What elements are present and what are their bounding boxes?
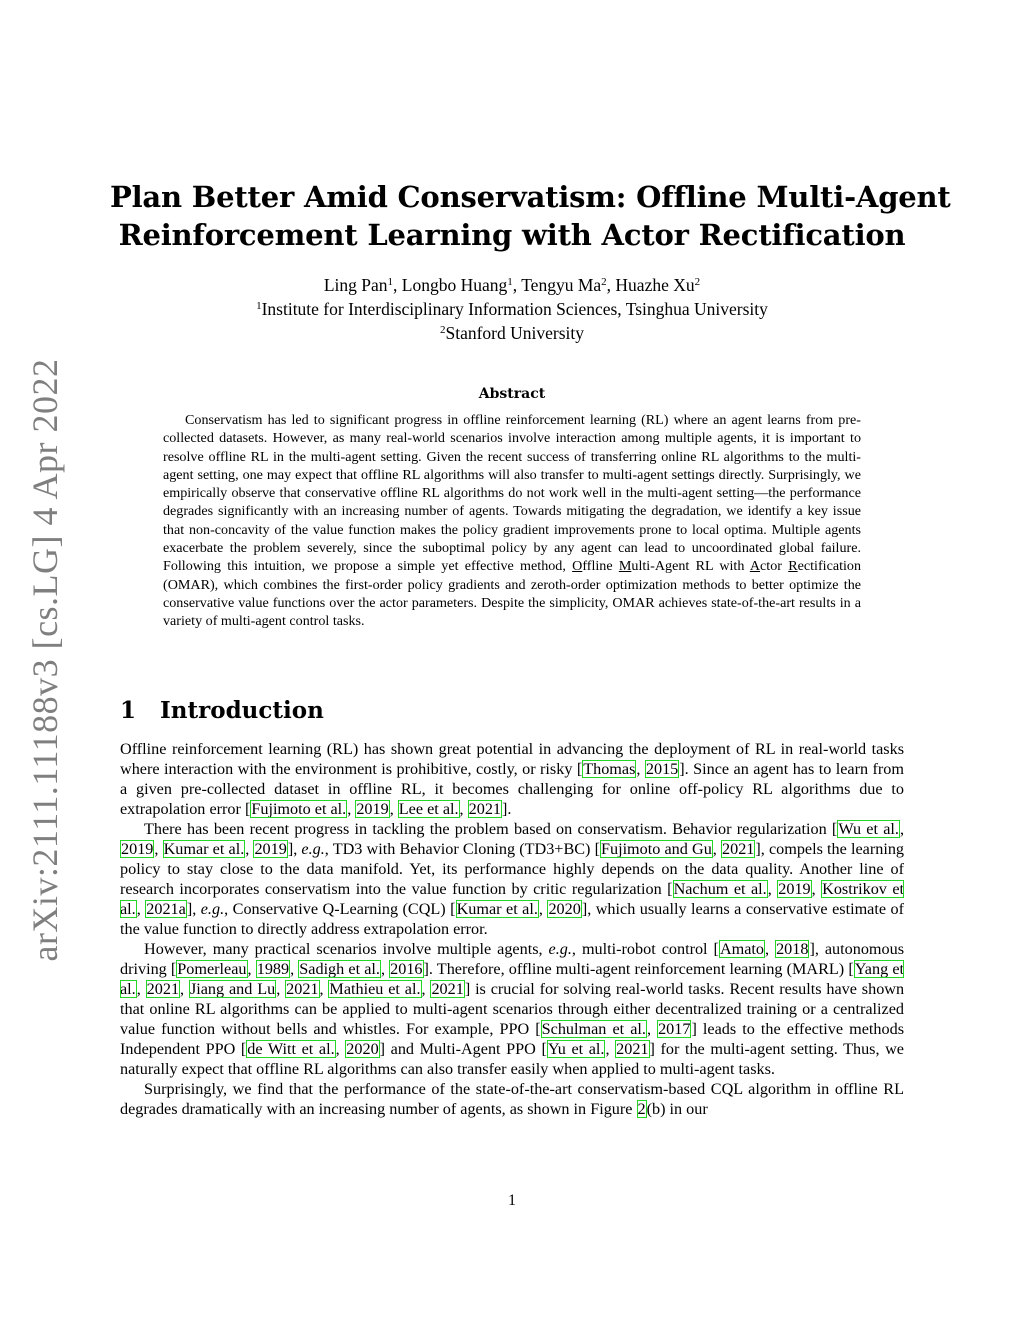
section-title: Introduction (160, 697, 324, 724)
author-names: Ling Pan$^1$, Longbo Huang$^1$, Tengyu Ma$^2$, Huazhe Xu$^2$ (323, 275, 701, 295)
citation-link[interactable]: Amato (719, 940, 765, 958)
text-run: ]. Therefore, offline multi-agent reinforcement learning (MARL) [ (423, 960, 854, 978)
citation-link[interactable]: Kostrikov et al. (120, 880, 905, 918)
author-name: Tengyu Ma (521, 275, 602, 295)
text-run: , (646, 1020, 658, 1038)
acronym-letter: O (572, 558, 583, 575)
citation-link[interactable]: 2021 (286, 980, 319, 998)
text-run: There has been recent progress in tackling the problem based on conservatism. Behavior regularization [ (144, 820, 838, 838)
citation-link[interactable]: Wu et al. (838, 820, 899, 838)
citation-link[interactable]: Thomas (583, 760, 636, 778)
citation-link[interactable]: Nachum et al. (673, 880, 767, 898)
emphasis: e.g. (548, 940, 572, 958)
text-run: , (180, 980, 189, 998)
text-run: , (421, 980, 431, 998)
text-run: ], (186, 900, 201, 918)
acronym-letter: R (788, 558, 798, 575)
text-run: , (154, 840, 163, 858)
abstract-part: ectification (797, 558, 862, 575)
citation-link[interactable]: 2021 (431, 980, 464, 998)
citation-link[interactable]: 1989 (256, 960, 290, 978)
abstract-part: (OMAR), which combines the first-order policy gradients and zeroth-order optimization methods to better optimize the conservative value functions over the actor parameters. Despite the simplicity, OMAR achieves state-of-the-art results in a variety of multi-agent control tasks. (163, 576, 861, 630)
citation-link[interactable]: 2017 (658, 1020, 691, 1038)
text-run: , (899, 820, 905, 838)
text-run: , (538, 900, 548, 918)
text-run: , Conservative Q-Learning (CQL) [ (224, 900, 456, 918)
text-run: , (290, 960, 299, 978)
citation-link[interactable]: Jiang and Lu (189, 980, 276, 998)
text-run: Offline reinforcement learning (RL) has shown great potential in advancing the deployment of RL in real-world tasks where interaction with the environment is prohibitive, costly, or risky [ (120, 740, 904, 778)
citation-link[interactable]: Yang et al. (120, 960, 904, 998)
citation-link[interactable]: 2016 (390, 960, 423, 978)
arxiv-identifier: arXiv:2111.11188v3 [cs.LG] 4 Apr 2022 (25, 358, 65, 962)
citation-link[interactable]: 2021 (722, 840, 755, 858)
emphasis: e.g. (200, 900, 225, 918)
text-run: ]. (502, 800, 512, 818)
text-run: , (380, 960, 390, 978)
text-run: However, many practical scenarios involve multiple agents, (144, 940, 549, 958)
text-run: , (335, 1040, 346, 1058)
paper-title (110, 178, 951, 254)
text-run: ], compels the learning policy to stay close to the data manifold. Yet, its performance highly depends on the data quality. Another line of research incorporates conservatism into the value function by critic regularization [ (120, 840, 905, 898)
text-run: , (767, 880, 778, 898)
affiliation (110, 321, 914, 345)
affiliation-mark: 1 (256, 300, 262, 312)
text-run: ] is crucial for solving real-world tasks. Recent results have shown that online RL algorithms can be applied to multi-agent scenarios through either decentralized training or a centralized value function without bells and whistles. For example, PPO [ (120, 980, 905, 1038)
citation-link[interactable]: Mathieu et al. (329, 980, 421, 998)
text-run: ], which usually learns a conservative estimate of the value function to directly address extrapolation error. (120, 900, 904, 938)
abstract-heading: Abstract (478, 386, 546, 402)
text-run: ] for the multi-agent setting. Thus, we naturally expect that offline RL algorithms can also transfer easily when applied to multi-agent tasks. (120, 1040, 904, 1078)
citation-link[interactable]: 2019 (356, 800, 389, 818)
section-heading (120, 697, 324, 724)
text-run: , (389, 800, 398, 818)
text-run: , (347, 800, 356, 818)
text-run: (b) in our (646, 1100, 708, 1118)
citation-link[interactable]: Sadigh et al. (299, 960, 380, 978)
abstract-text (163, 411, 861, 631)
citation-link[interactable]: Kumar et al. (456, 900, 538, 918)
figure-reference-link[interactable]: 2 (637, 1100, 646, 1118)
text-run: , (605, 1040, 616, 1058)
section-number: 1 (120, 697, 137, 724)
citation-link[interactable]: 2020 (346, 1040, 379, 1058)
citation-link[interactable]: 2021a (146, 900, 186, 918)
text-run: , (636, 760, 645, 778)
paragraph-4 (120, 1079, 904, 1119)
affiliation-text: Institute for Interdisciplinary Information Sciences, Tsinghua University (261, 299, 768, 319)
title-line-2: Reinforcement Learning with Actor Rectification (118, 218, 906, 252)
text-run: , (319, 980, 329, 998)
text-run: , (765, 940, 776, 958)
text-run: , (811, 880, 822, 898)
abstract-part: ulti-Agent RL with (631, 558, 750, 575)
citation-link[interactable]: Pomerleau (177, 960, 247, 978)
text-run: , (136, 900, 146, 918)
paragraph-1 (120, 739, 904, 819)
text-run: , (459, 800, 468, 818)
text-run: , (136, 980, 146, 998)
abstract-part: ffline (582, 558, 619, 575)
text-run: ], (287, 840, 302, 858)
text-run: Surprisingly, we find that the performance of the state-of-the-art conservatism-based CQL algorithm in offline RL degrades dramatically with an increasing number of agents, as shown in Figure (120, 1080, 904, 1118)
citation-link[interactable]: Lee et al. (398, 800, 459, 818)
citation-link[interactable]: 2021 (146, 980, 180, 998)
emphasis: e.g. (301, 840, 325, 858)
citation-link[interactable]: 2019 (254, 840, 287, 858)
abstract-part: Conservatism has led to significant progress in offline reinforcement learning (RL) where an agent learns from pre-collected datasets. However, as many real-world scenarios involve interaction among multiple agents, it is important to resolve offline RL in the multi-agent setting. Given the recent success of transferring online RL algorithms to the multi-agent setting, one may expect that offline RL algorithms will also transfer to multi-agent settings directly. Surprisingly, we empirically observe that conservative offline RL algorithms do not work well in the multi-agent setting—the performance degrades significantly with an increasing number of agents. Towards mitigating the degradation, we identify a key issue that non-concavity of the value function makes the policy gradient improvements prone to local optima. Multiple agents exacerbate the problem severely, since the suboptimal policy by any agent can lead to uncoordinated global failure. Following this intuition, we propose a simple yet effective method, (163, 412, 861, 575)
text-run: ] leads to the effective methods Independent PPO [ (120, 1020, 905, 1058)
citation-link[interactable]: Fujimoto and Gu (600, 840, 712, 858)
citation-link[interactable]: 2015 (645, 760, 679, 778)
acronym-letter: A (749, 558, 761, 575)
affiliation-mark: 2 (694, 276, 701, 288)
author-name: Huazhe Xu (615, 275, 695, 295)
acronym-letter: M (618, 558, 632, 575)
text-run: ]. Since an agent has to learn from a given pre-collected dataset in offline RL, it becomes challenging for online off-policy RL algorithms due to extrapolation error [ (120, 760, 904, 818)
text-run: ] and Multi-Agent PPO [ (379, 1040, 547, 1058)
title-line-1: Plan Better Amid Conservatism: Offline Multi-Agent (110, 180, 951, 214)
author-name: Ling Pan (323, 275, 388, 295)
citation-link[interactable]: 2019 (121, 840, 154, 858)
text-run: , TD3 with Behavior Cloning (TD3+BC) [ (324, 840, 600, 858)
citation-link[interactable]: Yu et al. (547, 1040, 605, 1058)
text-run: , (712, 840, 721, 858)
author-name: Longbo Huang (401, 275, 508, 295)
text-run: , (245, 840, 254, 858)
affiliation-mark: 1 (387, 276, 394, 288)
affiliation-mark: 2 (601, 276, 607, 288)
affiliation-text: Stanford University (445, 323, 585, 343)
paragraph-3 (120, 939, 904, 1079)
text-run: , (247, 960, 256, 978)
citation-link[interactable]: 2021 (616, 1040, 649, 1058)
citation-link[interactable]: 2019 (778, 880, 811, 898)
citation-link[interactable]: 2021 (468, 800, 502, 818)
citation-link[interactable]: Schulman et al. (541, 1020, 646, 1038)
text-run: , (276, 980, 286, 998)
introduction-body (120, 739, 904, 1119)
affiliation (110, 297, 914, 321)
abstract-part: ctor (760, 558, 789, 575)
paragraph-2 (120, 819, 904, 939)
affiliation-mark: 2 (439, 324, 446, 336)
text-run: ], autonomous driving [ (120, 940, 905, 978)
citation-link[interactable]: de Witt et al. (247, 1040, 335, 1058)
citation-link[interactable]: Kumar et al. (163, 840, 245, 858)
author-block (110, 273, 914, 345)
page-number: 1 (508, 1192, 516, 1209)
affiliation-mark: 1 (507, 276, 513, 288)
citation-link[interactable]: Fujimoto et al. (251, 800, 347, 818)
text-run: , multi-robot control [ (571, 940, 719, 958)
citation-link[interactable]: 2020 (548, 900, 581, 918)
citation-link[interactable]: 2018 (776, 940, 809, 958)
